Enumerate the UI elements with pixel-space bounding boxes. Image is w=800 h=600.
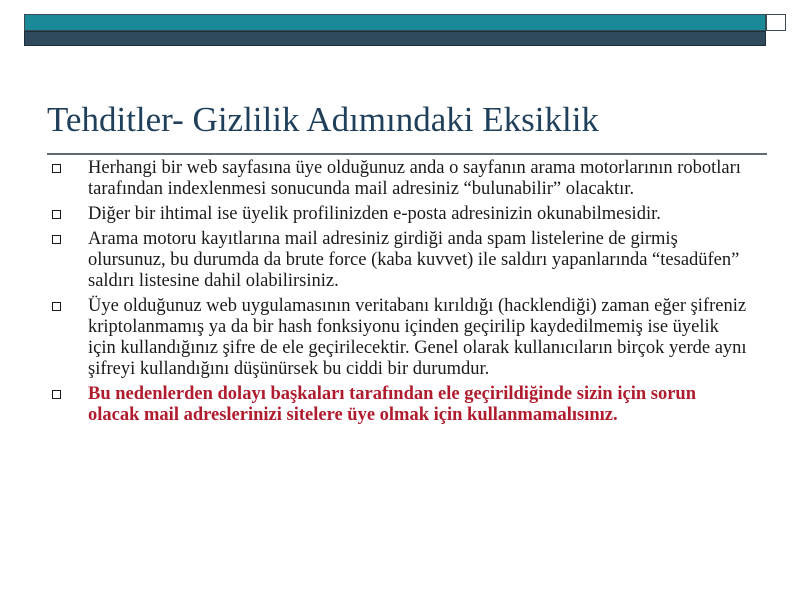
header-bar-dark (24, 31, 766, 46)
bullet-item-5-warning (48, 384, 748, 426)
bullet-text: Arama motoru kayıtlarına mail adresiniz girdiği anda spam listelerine de girmiş olursunuz, bu durumda da brute force (kaba kuvvet) ile saldırı yapanlarında “tesadüfen” saldırı listesine dahil olabilirsiniz. (88, 229, 740, 291)
bullet-text: Üye olduğunuz web uygulamasının veritabanı kırıldığı (hacklendiği) zaman eğer şifreniz kriptolanmamış ya da bir hash fonksiyonu içinden geçirilip kaydedilmemiş ise üyelik için kullandığınız şifre de ele geçirilecektir. Genel olarak kullanıcıların birçok yerde aynı şifreyi kullandığını düşünürsek bu ciddi bir durumdur. (88, 296, 747, 379)
header-bar-teal (24, 14, 766, 31)
bullet-item-1 (48, 158, 748, 200)
bullet-text: Bu nedenlerden dolayı başkaları tarafından ele geçirildiğinde sizin için sorun olacak mail adreslerinizi sitelere üye olmak için kullanmamalısınız. (88, 384, 696, 425)
square-bullet-icon (52, 302, 61, 311)
bullet-item-2 (48, 204, 748, 225)
bullet-list (48, 158, 748, 430)
slide-title: Tehditler- Gizlilik Adımındaki Eksiklik (47, 100, 599, 139)
square-bullet-icon (52, 235, 61, 244)
square-bullet-icon (52, 210, 61, 219)
bullet-text: Herhangi bir web sayfasına üye olduğunuz anda o sayfanın arama motorlarının robotları tarafından indexlenmesi sonucunda mail adresiniz “bulunabilir” olacaktır. (88, 158, 741, 199)
bullet-item-4 (48, 296, 748, 380)
bullet-item-3 (48, 229, 748, 292)
square-bullet-icon (52, 164, 61, 173)
bullet-text: Diğer bir ihtimal ise üyelik profilinizden e-posta adresinizin okunabilmesidir. (88, 204, 661, 224)
square-bullet-icon (52, 390, 61, 399)
header-corner-box (766, 14, 786, 31)
title-divider (47, 153, 767, 155)
